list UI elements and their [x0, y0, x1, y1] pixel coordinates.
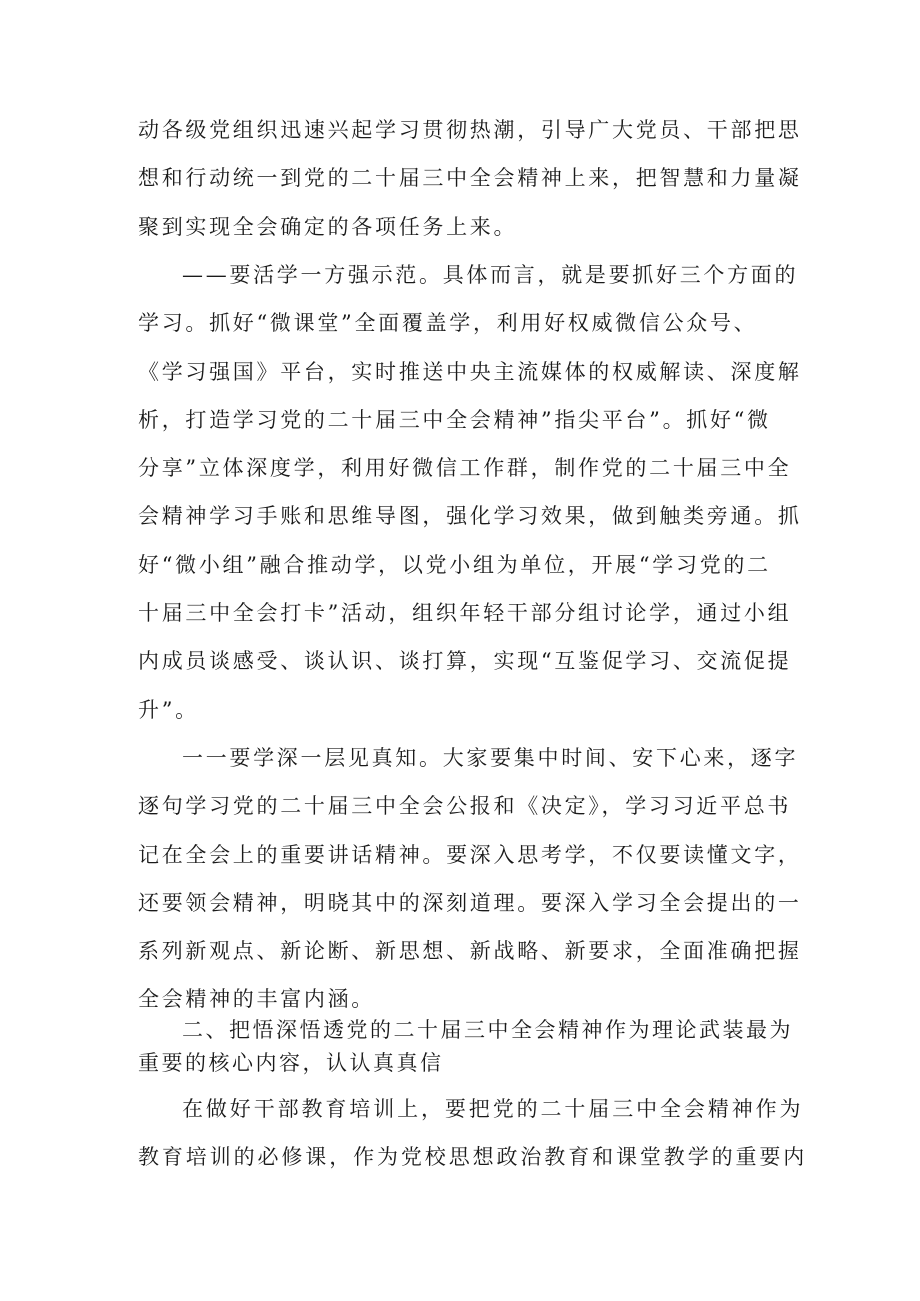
text-line: 一一要学深一层见真知。大家要集中时间、安下心来，逐字: [182, 746, 799, 770]
paragraph-1: [138, 106, 802, 251]
heading-line: 二、把悟深悟透党的二十届三中全会精神作为理论武装最为: [182, 1018, 793, 1042]
paragraph-2: [138, 251, 802, 734]
text-line: 内成员谈感受、谈认识、谈打算，实现“互鉴促学习、交流促提: [138, 649, 792, 674]
text-line: 系列新观点、新论断、新思想、新战略、新要求，全面准确把握: [138, 939, 802, 964]
text-line: 全会精神的丰富内涵。: [138, 987, 375, 1012]
text-line: 升”。: [138, 697, 199, 722]
text-line: 学习。抓好“微课堂”全面覆盖学，利用好权威微信公众号、: [138, 311, 758, 336]
text-line: 逐句学习党的二十届三中全会公报和《决定》，学习习近平总书: [138, 794, 792, 819]
paragraph-3: [138, 734, 802, 1024]
text-line: 聚到实现全会确定的各项任务上来。: [138, 214, 518, 239]
text-line: 在做好干部教育培训上，要把党的二十届三中全会精神作为: [182, 1097, 804, 1121]
text-line: 《学习强国》平台，实时推送中央主流媒体的权威解读、深度解: [138, 359, 802, 384]
text-line: 十届三中全会打卡”活动，组织年轻干部分组讨论学，通过小组: [138, 601, 792, 626]
text-line: 会精神学习手账和思维导图，强化学习效果，做到触类旁通。抓: [138, 504, 802, 529]
text-line: 教育培训的必修课，作为党校思想政治教育和课堂教学的重要内: [138, 1145, 808, 1170]
text-line: 分享”立体深度学，利用好微信工作群，制作党的二十届三中全: [138, 456, 792, 481]
paragraph-5: [138, 1085, 808, 1182]
text-line: 还要领会精神，明晓其中的深刻道理。要深入学习全会提出的一: [138, 890, 802, 915]
text-line: 记在全会上的重要讲话精神。要深入思考学，不仅要读懂文字，: [138, 842, 802, 867]
text-line: ——要活学一方强示范。具体而言，就是要抓好三个方面的: [182, 263, 799, 287]
text-line: 动各级党组织迅速兴起学习贯彻热潮，引导广大党员、干部把思: [138, 118, 802, 142]
text-line: 析，打造学习党的二十届三中全会精神”指尖平台”。抓好“微: [138, 407, 771, 432]
text-line: 好“微小组”融合推动学，以党小组为单位，开展“学习党的二: [138, 552, 771, 577]
text-line: 想和行动统一到党的二十届三中全会精神上来，把智慧和力量凝: [138, 166, 802, 191]
heading-line: 重要的核心内容，认认真真信: [138, 1051, 444, 1075]
section-heading: [138, 1014, 793, 1080]
